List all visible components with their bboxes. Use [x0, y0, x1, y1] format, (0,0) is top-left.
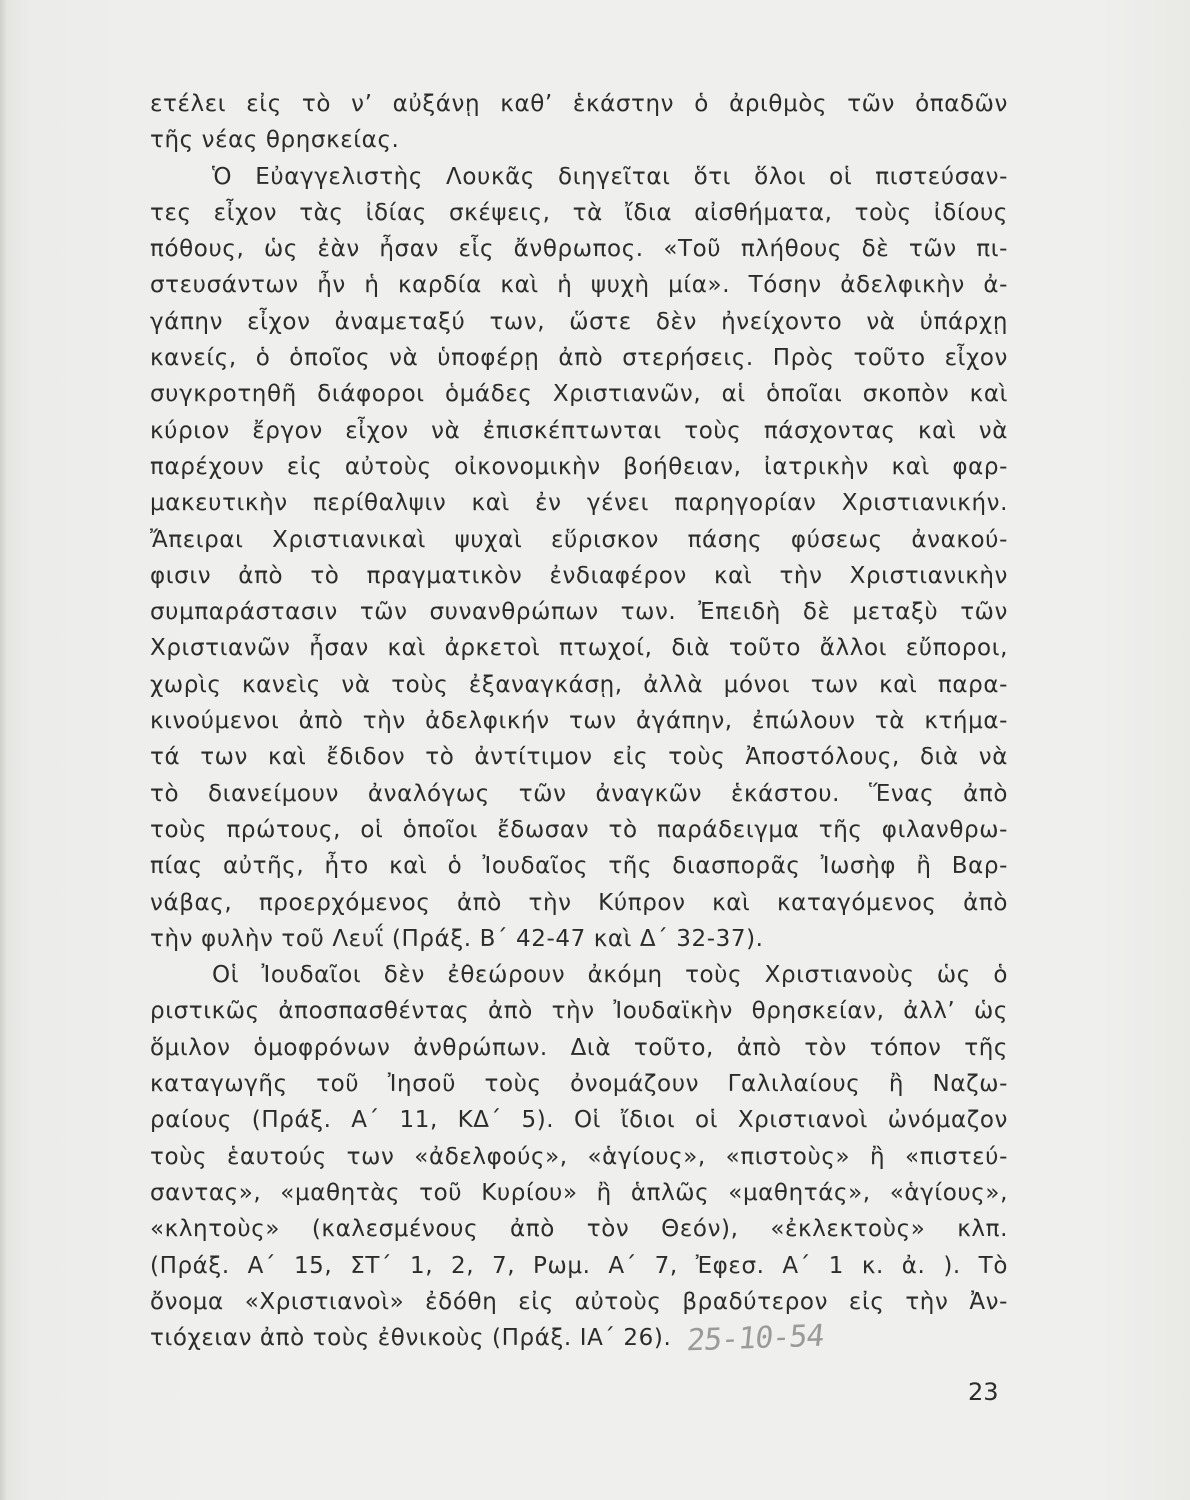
- text-line: ριστικῶς ἀποσπασθέντας ἀπὸ τὴν Ἰουδαϊκὴν θρησκείαν, ἀλλ’ ὡς: [150, 998, 1008, 1025]
- text-line: τὸ διανείμουν ἀναλόγως τῶν ἀναγκῶν ἑκάστου. Ἕνας ἀπὸ: [150, 780, 1008, 807]
- body-text: [150, 86, 1008, 1359]
- text-line: τῆς νέας θρησκείας.: [150, 127, 400, 154]
- page-number: 23: [968, 1378, 999, 1406]
- text-line: Οἱ Ἰουδαῖοι δὲν ἐθεώρουν ἀκόμη τοὺς Χριστιανοὺς ὡς ὁ: [212, 962, 1008, 989]
- text-line: ετέλει εἰς τὸ ν’ αὐξάνῃ καθ’ ἑκάστην ὁ ἀριθμὸς τῶν ὀπαδῶν: [150, 91, 1008, 117]
- text-line: τά των καὶ ἔδιδον τὸ ἀντίτιμον εἰς τοὺς Ἀποστόλους, διὰ νὰ: [150, 744, 1008, 771]
- text-line: στευσάντων ἦν ἡ καρδία καὶ ἡ ψυχὴ μία». Τόσην ἀδελφικὴν ἀ-: [150, 272, 1008, 299]
- text-line: συμπαράστασιν τῶν συνανθρώπων των. Ἐπειδὴ δὲ μεταξὺ τῶν: [150, 599, 1008, 626]
- text-line: Ἄπειραι Χριστιανικαὶ ψυχαὶ εὕρισκον πάσης φύσεως ἀνακού-: [150, 526, 1008, 553]
- text-line: μακευτικὴν περίθαλψιν καὶ ἐν γένει παρηγορίαν Χριστιανικήν.: [150, 490, 1008, 517]
- text-line: (Πράξ. Α΄ 15, ΣΤ΄ 1, 2, 7, Ρωμ. Α΄ 7, Ἐφεσ. Α΄ 1 κ. ἀ. ). Τὸ: [150, 1252, 1008, 1279]
- text-line: πίας αὐτῆς, ἦτο καὶ ὁ Ἰουδαῖος τῆς διασπορᾶς Ἰωσὴφ ἢ Βαρ-: [150, 853, 1008, 880]
- text-line: πόθους, ὡς ἐὰν ἦσαν εἷς ἄνθρωπος. «Τοῦ πλήθους δὲ τῶν πι-: [150, 236, 1008, 263]
- text-line: τοὺς ἑαυτούς των «ἀδελφούς», «ἁγίους», «πιστοὺς» ἢ «πιστεύ-: [150, 1143, 1008, 1170]
- final-line-row: [150, 1318, 1008, 1359]
- text-line: φισιν ἀπὸ τὸ πραγματικὸν ἐνδιαφέρον καὶ τὴν Χριστιανικὴν: [150, 562, 1008, 589]
- text-line: ὄνομα «Χριστιανοὶ» ἐδόθη εἰς αὐτοὺς βραδύτερον εἰς τὴν Ἀν-: [150, 1288, 1008, 1315]
- handwritten-date: 25-10-54: [685, 1318, 826, 1359]
- text-line: κύριον ἔργον εἶχον νὰ ἐπισκέπτωνται τοὺς πάσχοντας καὶ νὰ: [150, 417, 1008, 444]
- text-line: ραίους (Πράξ. Α΄ 11, ΚΔ΄ 5). Οἱ ἴδιοι οἱ Χριστιανοὶ ὠνόμαζον: [150, 1107, 1008, 1134]
- text-line: παρέχουν εἰς αὐτοὺς οἰκονομικὴν βοήθειαν, ἰατρικὴν καὶ φαρ-: [150, 453, 1008, 480]
- text-line: «κλητοὺς» (καλεσμένους ἀπὸ τὸν Θεόν), «ἐκλεκτοὺς» κλπ.: [150, 1216, 1008, 1243]
- text-line-final: τιόχειαν ἀπὸ τοὺς ἐθνικοὺς (Πράξ. ΙΑ΄ 26).: [150, 1325, 672, 1352]
- text-line: κανείς, ὁ ὁποῖος νὰ ὑποφέρῃ ἀπὸ στερήσεις. Πρὸς τοῦτο εἶχον: [150, 345, 1008, 372]
- text-line: σαντας», «μαθητὰς τοῦ Κυρίου» ἢ ἁπλῶς «μαθητάς», «ἁγίους»,: [150, 1179, 1008, 1206]
- text-line: Χριστιανῶν ἦσαν καὶ ἀρκετοὶ πτωχοί, διὰ τοῦτο ἄλλοι εὔποροι,: [150, 635, 1008, 662]
- text-line: Ὁ Εὐαγγελιστὴς Λουκᾶς διηγεῖται ὅτι ὅλοι οἱ πιστεύσαν-: [212, 163, 1008, 190]
- text-line: τες εἶχον τὰς ἰδίας σκέψεις, τὰ ἴδια αἰσθήματα, τοὺς ἰδίους: [150, 199, 1008, 226]
- text-line: ὅμιλον ὁμοφρόνων ἀνθρώπων. Διὰ τοῦτο, ἀπὸ τὸν τόπον τῆς: [150, 1034, 1008, 1061]
- text-line: γάπην εἶχον ἀναμεταξύ των, ὥστε δὲν ἠνείχοντο νὰ ὑπάρχῃ: [150, 308, 1008, 335]
- text-line: χωρὶς κανεὶς νὰ τοὺς ἐξαναγκάσῃ, ἀλλὰ μόνοι των καὶ παρα-: [150, 671, 1008, 698]
- text-line: νάβας, προερχόμενος ἀπὸ τὴν Κύπρον καὶ καταγόμενος ἀπὸ: [150, 889, 1008, 916]
- text-line: καταγωγῆς τοῦ Ἰησοῦ τοὺς ὀνομάζουν Γαλιλαίους ἢ Ναζω-: [150, 1071, 1008, 1098]
- text-line: κινούμενοι ἀπὸ τὴν ἀδελφικήν των ἀγάπην, ἐπώλουν τὰ κτήμα-: [150, 708, 1008, 735]
- text-line: τὴν φυλὴν τοῦ Λευΐ (Πράξ. Β΄ 42-47 καὶ Δ΄ 32-37).: [150, 925, 764, 952]
- text-line: τοὺς πρώτους, οἱ ὁποῖοι ἔδωσαν τὸ παράδειγμα τῆς φιλανθρω-: [150, 816, 1008, 843]
- text-line: συγκροτηθῆ διάφοροι ὁμάδες Χριστιανῶν, αἱ ὁποῖαι σκοπὸν καὶ: [150, 381, 1008, 408]
- page-binding-edge: [0, 0, 8, 1500]
